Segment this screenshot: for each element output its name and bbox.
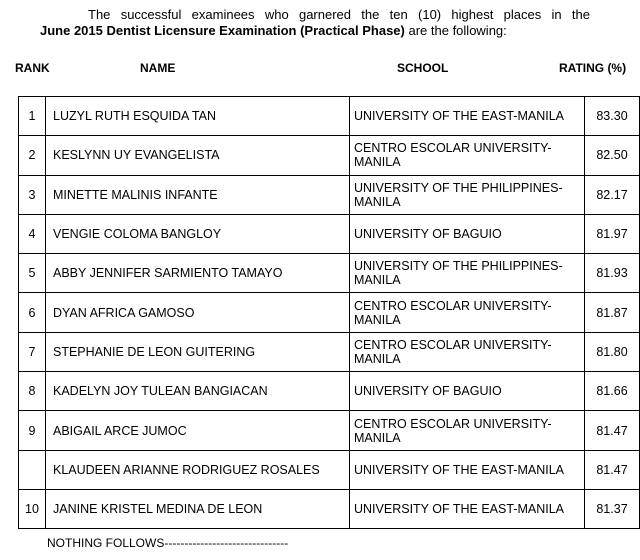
header-school: SCHOOL: [397, 61, 449, 75]
school-cell: CENTRO ESCOLAR UNIVERSITY-MANILA: [350, 332, 585, 371]
table-row: [19, 175, 640, 214]
school-cell: UNIVERSITY OF THE PHILIPPINES-MANILA: [350, 254, 585, 293]
rating-cell: 82.17: [585, 175, 640, 214]
header-rank: RANK: [15, 61, 50, 75]
rank-cell: 10: [19, 489, 46, 528]
rank-cell: 3: [19, 175, 46, 214]
school-cell: CENTRO ESCOLAR UNIVERSITY-MANILA: [350, 136, 585, 175]
rank-cell: 9: [19, 411, 46, 450]
name-cell: LUZYL RUTH ESQUIDA TAN: [46, 97, 350, 136]
intro-paragraph: [40, 7, 590, 39]
name-cell: MINETTE MALINIS INFANTE: [46, 175, 350, 214]
header-name: NAME: [140, 61, 176, 75]
intro-line-1: [40, 7, 590, 23]
rank-cell: 5: [19, 254, 46, 293]
table-row: [19, 372, 640, 411]
rank-cell: 4: [19, 214, 46, 253]
school-cell: CENTRO ESCOLAR UNIVERSITY-MANILA: [350, 293, 585, 332]
name-cell: VENGIE COLOMA BANGLOY: [46, 214, 350, 253]
rank-cell: 6: [19, 293, 46, 332]
name-cell: JANINE KRISTEL MEDINA DE LEON: [46, 489, 350, 528]
table-row: [19, 254, 640, 293]
rank-cell: 8: [19, 372, 46, 411]
school-cell: UNIVERSITY OF THE EAST-MANILA: [350, 450, 585, 489]
intro-line-2: [40, 23, 590, 39]
results-table: [18, 96, 640, 529]
school-cell: UNIVERSITY OF BAGUIO: [350, 214, 585, 253]
table-row: [19, 136, 640, 175]
table-row: [19, 332, 640, 371]
school-cell: UNIVERSITY OF THE EAST-MANILA: [350, 489, 585, 528]
rating-cell: 81.47: [585, 450, 640, 489]
rating-cell: 81.37: [585, 489, 640, 528]
intro-line-1-text: The successful examinees who garnered the ten (10) highest places in the: [88, 7, 590, 22]
name-cell: ABBY JENNIFER SARMIENTO TAMAYO: [46, 254, 350, 293]
rating-cell: 81.97: [585, 214, 640, 253]
header-rating: RATING (%): [559, 61, 627, 75]
table-row: [19, 293, 640, 332]
rating-cell: 81.80: [585, 332, 640, 371]
rating-cell: 81.87: [585, 293, 640, 332]
rating-cell: 82.50: [585, 136, 640, 175]
table-row: [19, 97, 640, 136]
rank-cell: 1: [19, 97, 46, 136]
rating-cell: 83.30: [585, 97, 640, 136]
table-row: [19, 450, 640, 489]
name-cell: KLAUDEEN ARIANNE RODRIGUEZ ROSALES: [46, 450, 350, 489]
school-cell: CENTRO ESCOLAR UNIVERSITY-MANILA: [350, 411, 585, 450]
rating-cell: 81.93: [585, 254, 640, 293]
rating-cell: 81.66: [585, 372, 640, 411]
nothing-follows-note: NOTHING FOLLOWS-------------------------------: [47, 536, 289, 550]
name-cell: KADELYN JOY TULEAN BANGIACAN: [46, 372, 350, 411]
name-cell: KESLYNN UY EVANGELISTA: [46, 136, 350, 175]
intro-line-2-text: are the following:: [404, 23, 507, 38]
exam-title: June 2015 Dentist Licensure Examination (Practical Phase): [40, 23, 405, 38]
rank-cell: [19, 450, 46, 489]
table-row: [19, 489, 640, 528]
name-cell: STEPHANIE DE LEON GUITERING: [46, 332, 350, 371]
table-row: [19, 214, 640, 253]
table-row: [19, 411, 640, 450]
rating-cell: 81.47: [585, 411, 640, 450]
rank-cell: 7: [19, 332, 46, 371]
name-cell: DYAN AFRICA GAMOSO: [46, 293, 350, 332]
school-cell: UNIVERSITY OF THE EAST-MANILA: [350, 97, 585, 136]
name-cell: ABIGAIL ARCE JUMOC: [46, 411, 350, 450]
school-cell: UNIVERSITY OF THE PHILIPPINES-MANILA: [350, 175, 585, 214]
rank-cell: 2: [19, 136, 46, 175]
school-cell: UNIVERSITY OF BAGUIO: [350, 372, 585, 411]
